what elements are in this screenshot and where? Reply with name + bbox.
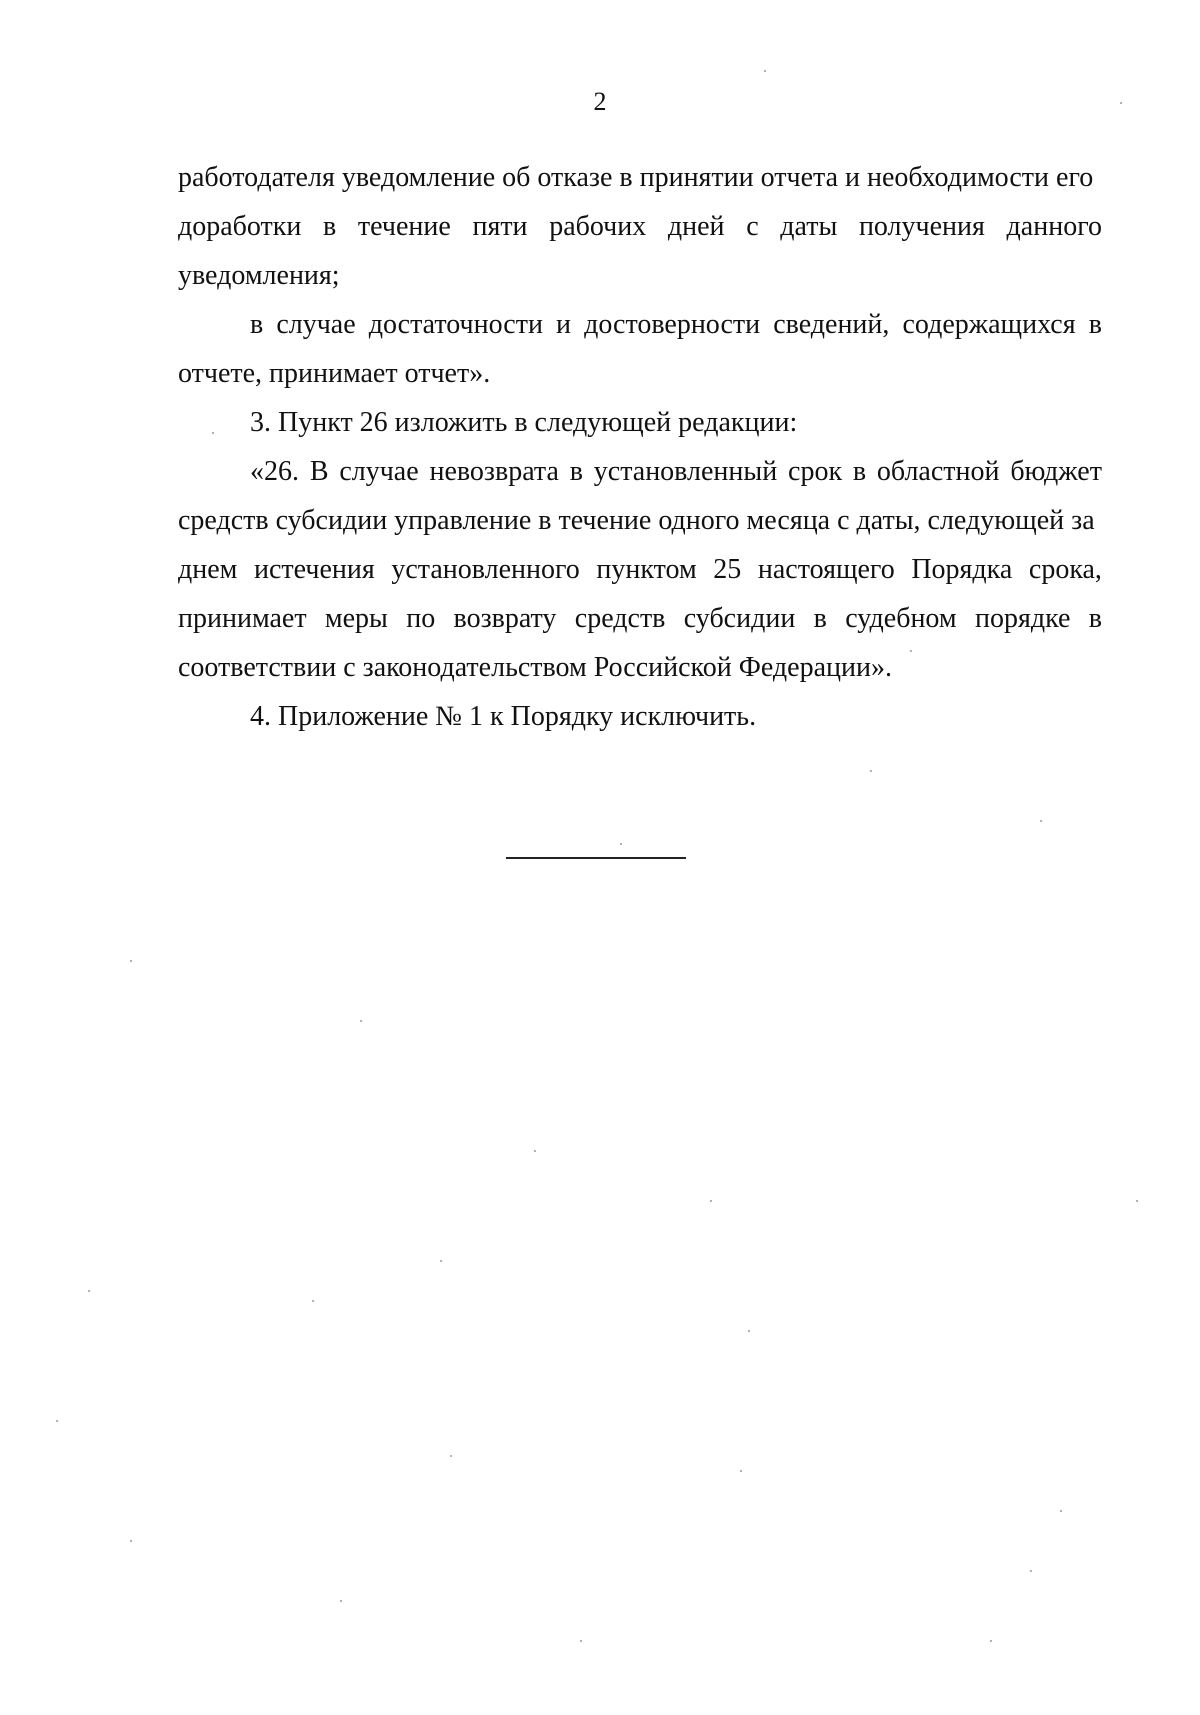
word: в xyxy=(1088,309,1102,340)
paragraph-1-line-2 xyxy=(178,202,1102,251)
word: данного xyxy=(1006,211,1102,242)
scan-speck xyxy=(1030,1570,1032,1572)
paragraph-1-line-3: уведомления; xyxy=(178,260,340,291)
word: днем xyxy=(178,554,238,585)
word: 25 xyxy=(713,554,742,585)
scan-speck xyxy=(748,1330,750,1332)
word: В xyxy=(309,456,329,487)
paragraph-26-line-1 xyxy=(178,447,1102,496)
word: судебном xyxy=(845,603,957,634)
word: порядке xyxy=(974,603,1071,634)
scan-speck xyxy=(1060,1510,1062,1512)
word: Порядка xyxy=(911,554,1013,585)
scan-speck xyxy=(450,1455,452,1457)
scan-speck xyxy=(910,650,912,652)
page-number: 2 xyxy=(593,87,607,116)
item-4: 4. Приложение № 1 к Порядку исключить. xyxy=(250,701,757,732)
end-separator-line xyxy=(506,857,686,859)
paragraph-2-line-1 xyxy=(178,300,1102,349)
paragraph-26-line-4 xyxy=(178,594,1102,643)
word: срока, xyxy=(1028,554,1102,585)
word: установленный xyxy=(593,456,778,487)
scan-speck xyxy=(130,960,132,962)
word: в xyxy=(813,603,827,634)
scan-speck xyxy=(1136,1200,1138,1202)
word: областной xyxy=(876,456,1000,487)
word: истечения xyxy=(254,554,375,585)
scan-speck xyxy=(870,770,872,772)
word: дней xyxy=(667,211,725,242)
word: в xyxy=(1088,603,1102,634)
scan-speck xyxy=(130,1540,132,1542)
word: установленного xyxy=(391,554,580,585)
scan-speck xyxy=(56,1420,58,1422)
document-body xyxy=(178,153,1102,741)
word: невозврата xyxy=(429,456,559,487)
item-3: 3. Пункт 26 изложить в следующей редакции: xyxy=(250,407,798,438)
scan-speck xyxy=(212,432,214,434)
scan-speck xyxy=(360,1020,362,1022)
word: срок xyxy=(788,456,843,487)
word: в xyxy=(250,309,264,340)
word: в xyxy=(852,456,867,487)
word: содержащихся xyxy=(902,309,1076,340)
word: пяти xyxy=(472,211,528,242)
scan-speck xyxy=(534,1150,536,1152)
word: по xyxy=(406,603,436,634)
word: в xyxy=(323,211,337,242)
word: даты xyxy=(780,211,838,242)
scan-speck xyxy=(340,1600,342,1602)
scan-speck xyxy=(1120,102,1122,104)
paragraph-26-line-5: соответствии с законодательством Российской Федерации». xyxy=(178,652,892,683)
word: доработки xyxy=(178,211,302,242)
word: возврату xyxy=(453,603,557,634)
word: случае xyxy=(339,456,419,487)
word: сведений, xyxy=(773,309,890,340)
word: случае xyxy=(276,309,356,340)
scan-speck xyxy=(740,1470,742,1472)
scan-speck xyxy=(440,1260,442,1262)
word: средств xyxy=(574,603,666,634)
paragraph-2-line-2: отчете, принимает отчет». xyxy=(178,358,491,389)
word: настоящего xyxy=(757,554,895,585)
word: пунктом xyxy=(596,554,697,585)
word: течение xyxy=(357,211,451,242)
scan-speck xyxy=(1040,820,1042,822)
word: с xyxy=(746,211,759,242)
scan-speck xyxy=(990,1640,992,1642)
word: принимает xyxy=(178,603,307,634)
word: «26. xyxy=(250,456,299,487)
scan-speck xyxy=(312,1300,314,1302)
word: меры xyxy=(324,603,388,634)
word: субсидии xyxy=(683,603,796,634)
scan-speck xyxy=(764,70,766,72)
word: достоверности xyxy=(584,309,761,340)
word: бюджет xyxy=(1010,456,1102,487)
paragraph-1-line-1: работодателя уведомление об отказе в принятии отчета и необходимости его xyxy=(178,162,1094,193)
scan-speck xyxy=(620,843,622,845)
scan-speck xyxy=(710,1200,712,1202)
word: в xyxy=(569,456,583,487)
paragraph-26-line-3 xyxy=(178,545,1102,594)
scan-speck xyxy=(88,1290,90,1292)
paragraph-26-line-2: средств субсидии управление в течение одного месяца с даты, следующей за xyxy=(178,505,1095,536)
scan-speck xyxy=(580,1640,582,1642)
word: достаточности xyxy=(368,309,543,340)
word: и xyxy=(556,309,572,340)
word: рабочих xyxy=(549,211,647,242)
word: получения xyxy=(858,211,985,242)
